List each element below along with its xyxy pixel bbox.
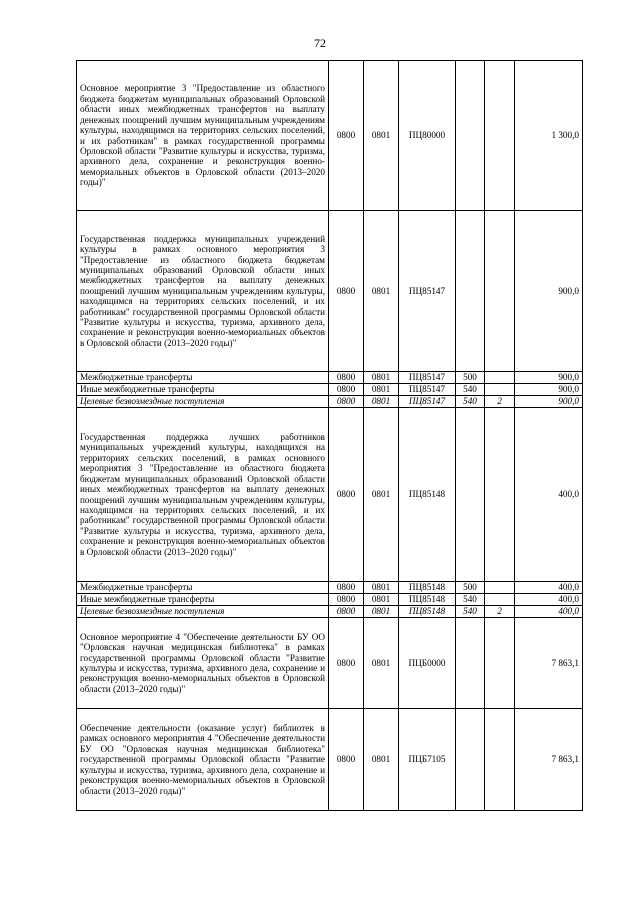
row-subsection: 0801 <box>364 372 399 384</box>
row-funding-source <box>485 372 515 384</box>
row-subsection: 0801 <box>364 384 399 396</box>
row-funding-source <box>485 211 515 372</box>
row-expense-type: 500 <box>456 582 485 594</box>
row-section: 0800 <box>329 211 364 372</box>
row-name: Межбюджетные трансферты <box>77 372 329 384</box>
row-subsection: 0801 <box>364 618 399 709</box>
row-target-code: ПЦ80000 <box>399 61 456 211</box>
row-funding-source <box>485 408 515 582</box>
row-expense-type <box>456 61 485 211</box>
table-row <box>77 606 583 618</box>
row-section: 0800 <box>329 384 364 396</box>
row-subsection: 0801 <box>364 396 399 408</box>
row-expense-type <box>456 618 485 709</box>
row-amount: 400,0 <box>515 594 583 606</box>
row-expense-type <box>456 408 485 582</box>
table-row <box>77 211 583 372</box>
row-amount: 900,0 <box>515 372 583 384</box>
row-target-code: ПЦ85148 <box>399 594 456 606</box>
table-row <box>77 709 583 811</box>
row-expense-type: 540 <box>456 606 485 618</box>
row-expense-type <box>456 211 485 372</box>
row-amount: 900,0 <box>515 384 583 396</box>
row-section: 0800 <box>329 582 364 594</box>
table-row <box>77 384 583 396</box>
row-funding-source <box>485 618 515 709</box>
page-number: 72 <box>314 36 326 50</box>
row-name: Целевые безвозмездные поступления <box>77 606 329 618</box>
row-name: Государственная поддержка лучших работников муниципальных учреждений культуры, находящихся на территориях сельских поселений, в рамках основного мероприятия 3 "Предоставление из областного бюджета бюджетам муниципальных образований Орловской области иных межбюджетных трансфертов на выплату денежных поощрений лучшим муниципальным учреждениям культуры, находящимся на территориях сельских поселений, и их работникам" государственной программы Орловской области "Развитие культуры и искусства, туризма, архивного дела, сохранение и реконструкция военно-мемориальных объектов в Орловской области (2013–2020 годы)" <box>77 408 329 582</box>
row-funding-source <box>485 61 515 211</box>
row-funding-source <box>485 384 515 396</box>
row-amount: 900,0 <box>515 396 583 408</box>
table-row <box>77 61 583 211</box>
row-amount: 400,0 <box>515 408 583 582</box>
row-amount: 7 863,1 <box>515 709 583 811</box>
row-name: Иные межбюджетные трансферты <box>77 594 329 606</box>
row-target-code: ПЦ85148 <box>399 408 456 582</box>
row-subsection: 0801 <box>364 408 399 582</box>
row-subsection: 0801 <box>364 61 399 211</box>
row-subsection: 0801 <box>364 594 399 606</box>
row-subsection: 0801 <box>364 606 399 618</box>
table-row <box>77 372 583 384</box>
table-row <box>77 408 583 582</box>
row-section: 0800 <box>329 61 364 211</box>
row-section: 0800 <box>329 594 364 606</box>
row-name: Государственная поддержка муниципальных учреждений культуры в рамках основного мероприятия 3 "Предоставление из областного бюджета бюджетам муниципальных образований Орловской области иных межбюджетных трансфертов на выплату денежных поощрений лучшим муниципальным учреждениям культуры, находящимся на территориях сельских поселений, и их работникам" государственной программы Орловской области "Развитие культуры и искусства, туризма, архивного дела, сохранение и реконструкция военно-мемориальных объектов в Орловской области (2013–2020 годы)" <box>77 211 329 372</box>
row-name: Основное мероприятие 4 "Обеспечение деятельности БУ ОО "Орловская научная медицинская библиотека" в рамках государственной программы Орловской области "Развитие культуры и искусства, туризма, архивного дела, сохранение и реконструкция военно-мемориальных объектов в Орловской области (2013–2020 годы)" <box>77 618 329 709</box>
row-expense-type: 540 <box>456 384 485 396</box>
row-section: 0800 <box>329 372 364 384</box>
row-name: Межбюджетные трансферты <box>77 582 329 594</box>
row-name: Иные межбюджетные трансферты <box>77 384 329 396</box>
row-amount: 400,0 <box>515 606 583 618</box>
row-target-code: ПЦ85148 <box>399 582 456 594</box>
table-row <box>77 396 583 408</box>
row-target-code: ПЦ85148 <box>399 606 456 618</box>
row-section: 0800 <box>329 408 364 582</box>
table-row <box>77 582 583 594</box>
row-expense-type: 540 <box>456 594 485 606</box>
row-section: 0800 <box>329 396 364 408</box>
row-expense-type: 500 <box>456 372 485 384</box>
row-target-code: ПЦ85147 <box>399 211 456 372</box>
row-target-code: ПЦ85147 <box>399 396 456 408</box>
row-funding-source <box>485 582 515 594</box>
table-row <box>77 594 583 606</box>
budget-table <box>76 60 583 811</box>
row-funding-source: 2 <box>485 606 515 618</box>
row-name: Основное мероприятие 3 "Предоставление из областного бюджета бюджетам муниципальных образований Орловской области иных межбюджетных трансфертов на выплату денежных поощрений лучшим муниципальным учреждениям культуры, находящимся на территориях сельских поселений, и их работникам" в рамках государственной программы Орловской области "Развитие культуры и искусства, туризма, архивного дела, сохранение и реконструкция военно-мемориальных объектов в Орловской области (2013–2020 годы)" <box>77 61 329 211</box>
row-name: Целевые безвозмездные поступления <box>77 396 329 408</box>
row-funding-source <box>485 594 515 606</box>
row-section: 0800 <box>329 606 364 618</box>
row-funding-source: 2 <box>485 396 515 408</box>
row-expense-type: 540 <box>456 396 485 408</box>
row-amount: 1 300,0 <box>515 61 583 211</box>
row-funding-source <box>485 709 515 811</box>
row-section: 0800 <box>329 618 364 709</box>
row-target-code: ПЦБ0000 <box>399 618 456 709</box>
row-target-code: ПЦ85147 <box>399 372 456 384</box>
row-name: Обеспечение деятельности (оказание услуг) библиотек в рамках основного мероприятия 4 "Обеспечение деятельности БУ ОО "Орловская научная медицинская библиотека" государственной программы Орловской области "Развитие культуры и искусства, туризма, архивного дела, сохранение и реконструкция военно-мемориальных объектов в Орловской области (2013–2020 годы)" <box>77 709 329 811</box>
row-amount: 900,0 <box>515 211 583 372</box>
row-subsection: 0801 <box>364 582 399 594</box>
row-target-code: ПЦБ7105 <box>399 709 456 811</box>
row-amount: 7 863,1 <box>515 618 583 709</box>
row-amount: 400,0 <box>515 582 583 594</box>
row-subsection: 0801 <box>364 709 399 811</box>
table-row <box>77 618 583 709</box>
row-expense-type <box>456 709 485 811</box>
row-subsection: 0801 <box>364 211 399 372</box>
row-section: 0800 <box>329 709 364 811</box>
row-target-code: ПЦ85147 <box>399 384 456 396</box>
